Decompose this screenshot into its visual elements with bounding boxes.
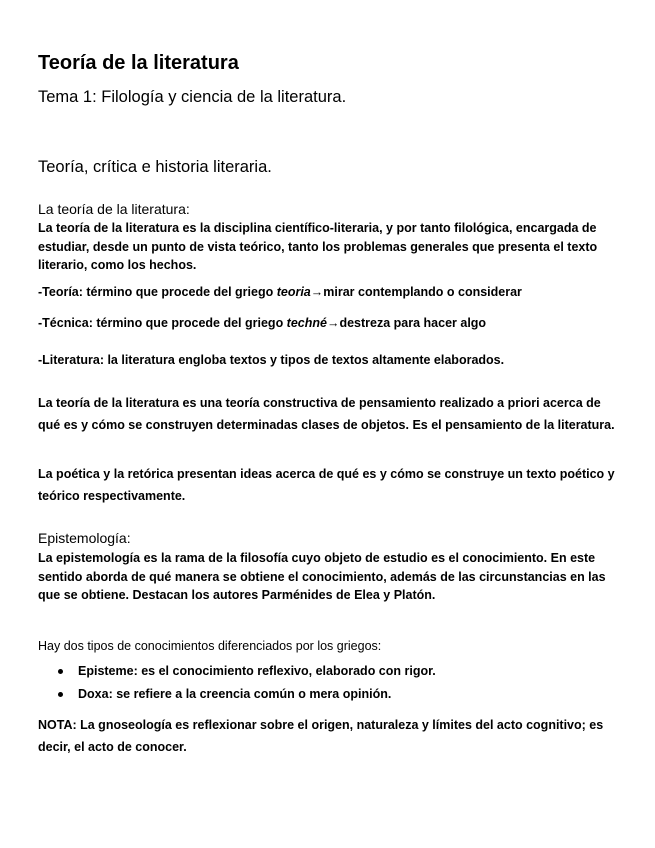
bullet-icon: [58, 669, 63, 674]
nota-paragraph: NOTA: La gnoseología es reflexionar sobre el origen, naturaleza y límites del acto cognitivo; es decir, el acto de conocer.: [38, 718, 604, 754]
teoria-heading: La teoría de la literatura:: [38, 201, 190, 217]
definition-greek-word: techné: [286, 316, 327, 330]
definition-term: -Teoría:: [38, 285, 83, 299]
definition-literatura: -Literatura: la literatura engloba textos y tipos de textos altamente elaborados.: [38, 353, 505, 367]
paragraph-constructiva: La teoría de la literatura es una teoría constructiva de pensamiento realizado a priori acerca de qué es y cómo se construyen determinadas clases de objetos. Es el pensamiento de la literatura.: [38, 396, 615, 432]
arrow-icon: →: [326, 316, 340, 330]
knowledge-types-list: [38, 660, 436, 706]
epistemologia-paragraph: La epistemología es la rama de la filosofía cuyo objeto de estudio es el conocimiento. En este sentido aborda de qué manera se obtiene el conocimiento, además de las circunstancias en las que se obtiene. Destacan los autores Parménides de Elea y Platón.: [38, 551, 606, 602]
epistemologia-heading: Epistemología:: [38, 530, 131, 546]
section-heading: Teoría, crítica e historia literaria.: [38, 158, 272, 176]
paragraph-poetica: La poética y la retórica presentan ideas acerca de qué es y cómo se construye un texto poético y teórico respectivamente.: [38, 467, 615, 503]
definition-term: -Técnica:: [38, 316, 93, 330]
definition-term: -Literatura:: [38, 353, 104, 367]
teoria-paragraph: La teoría de la literatura es la disciplina científico-literaria, y por tanto filológica, encargada de estudiar, desde un punto de vista teórico, tanto los problemas generales que presenta el texto literario, como los hechos.: [38, 221, 598, 272]
definition-teoria: -Teoría: término que procede del griego teoria→mirar contemplando o considerar: [38, 285, 522, 299]
definition-greek-word: teoria: [276, 285, 311, 299]
list-item: Episteme: es el conocimiento reflexivo, elaborado con rigor.: [38, 660, 436, 683]
list-item: Doxa: se refiere a la creencia común o mera opinión.: [38, 683, 436, 706]
arrow-icon: →: [310, 285, 324, 299]
definition-tecnica: -Técnica: término que procede del griego techné→destreza para hacer algo: [38, 316, 487, 330]
tipos-intro: Hay dos tipos de conocimientos diferenciados por los griegos:: [38, 639, 382, 653]
bullet-icon: [58, 692, 63, 697]
document-title: Teoría de la literatura: [38, 52, 239, 74]
document-subtitle: Tema 1: Filología y ciencia de la literatura.: [38, 88, 347, 106]
